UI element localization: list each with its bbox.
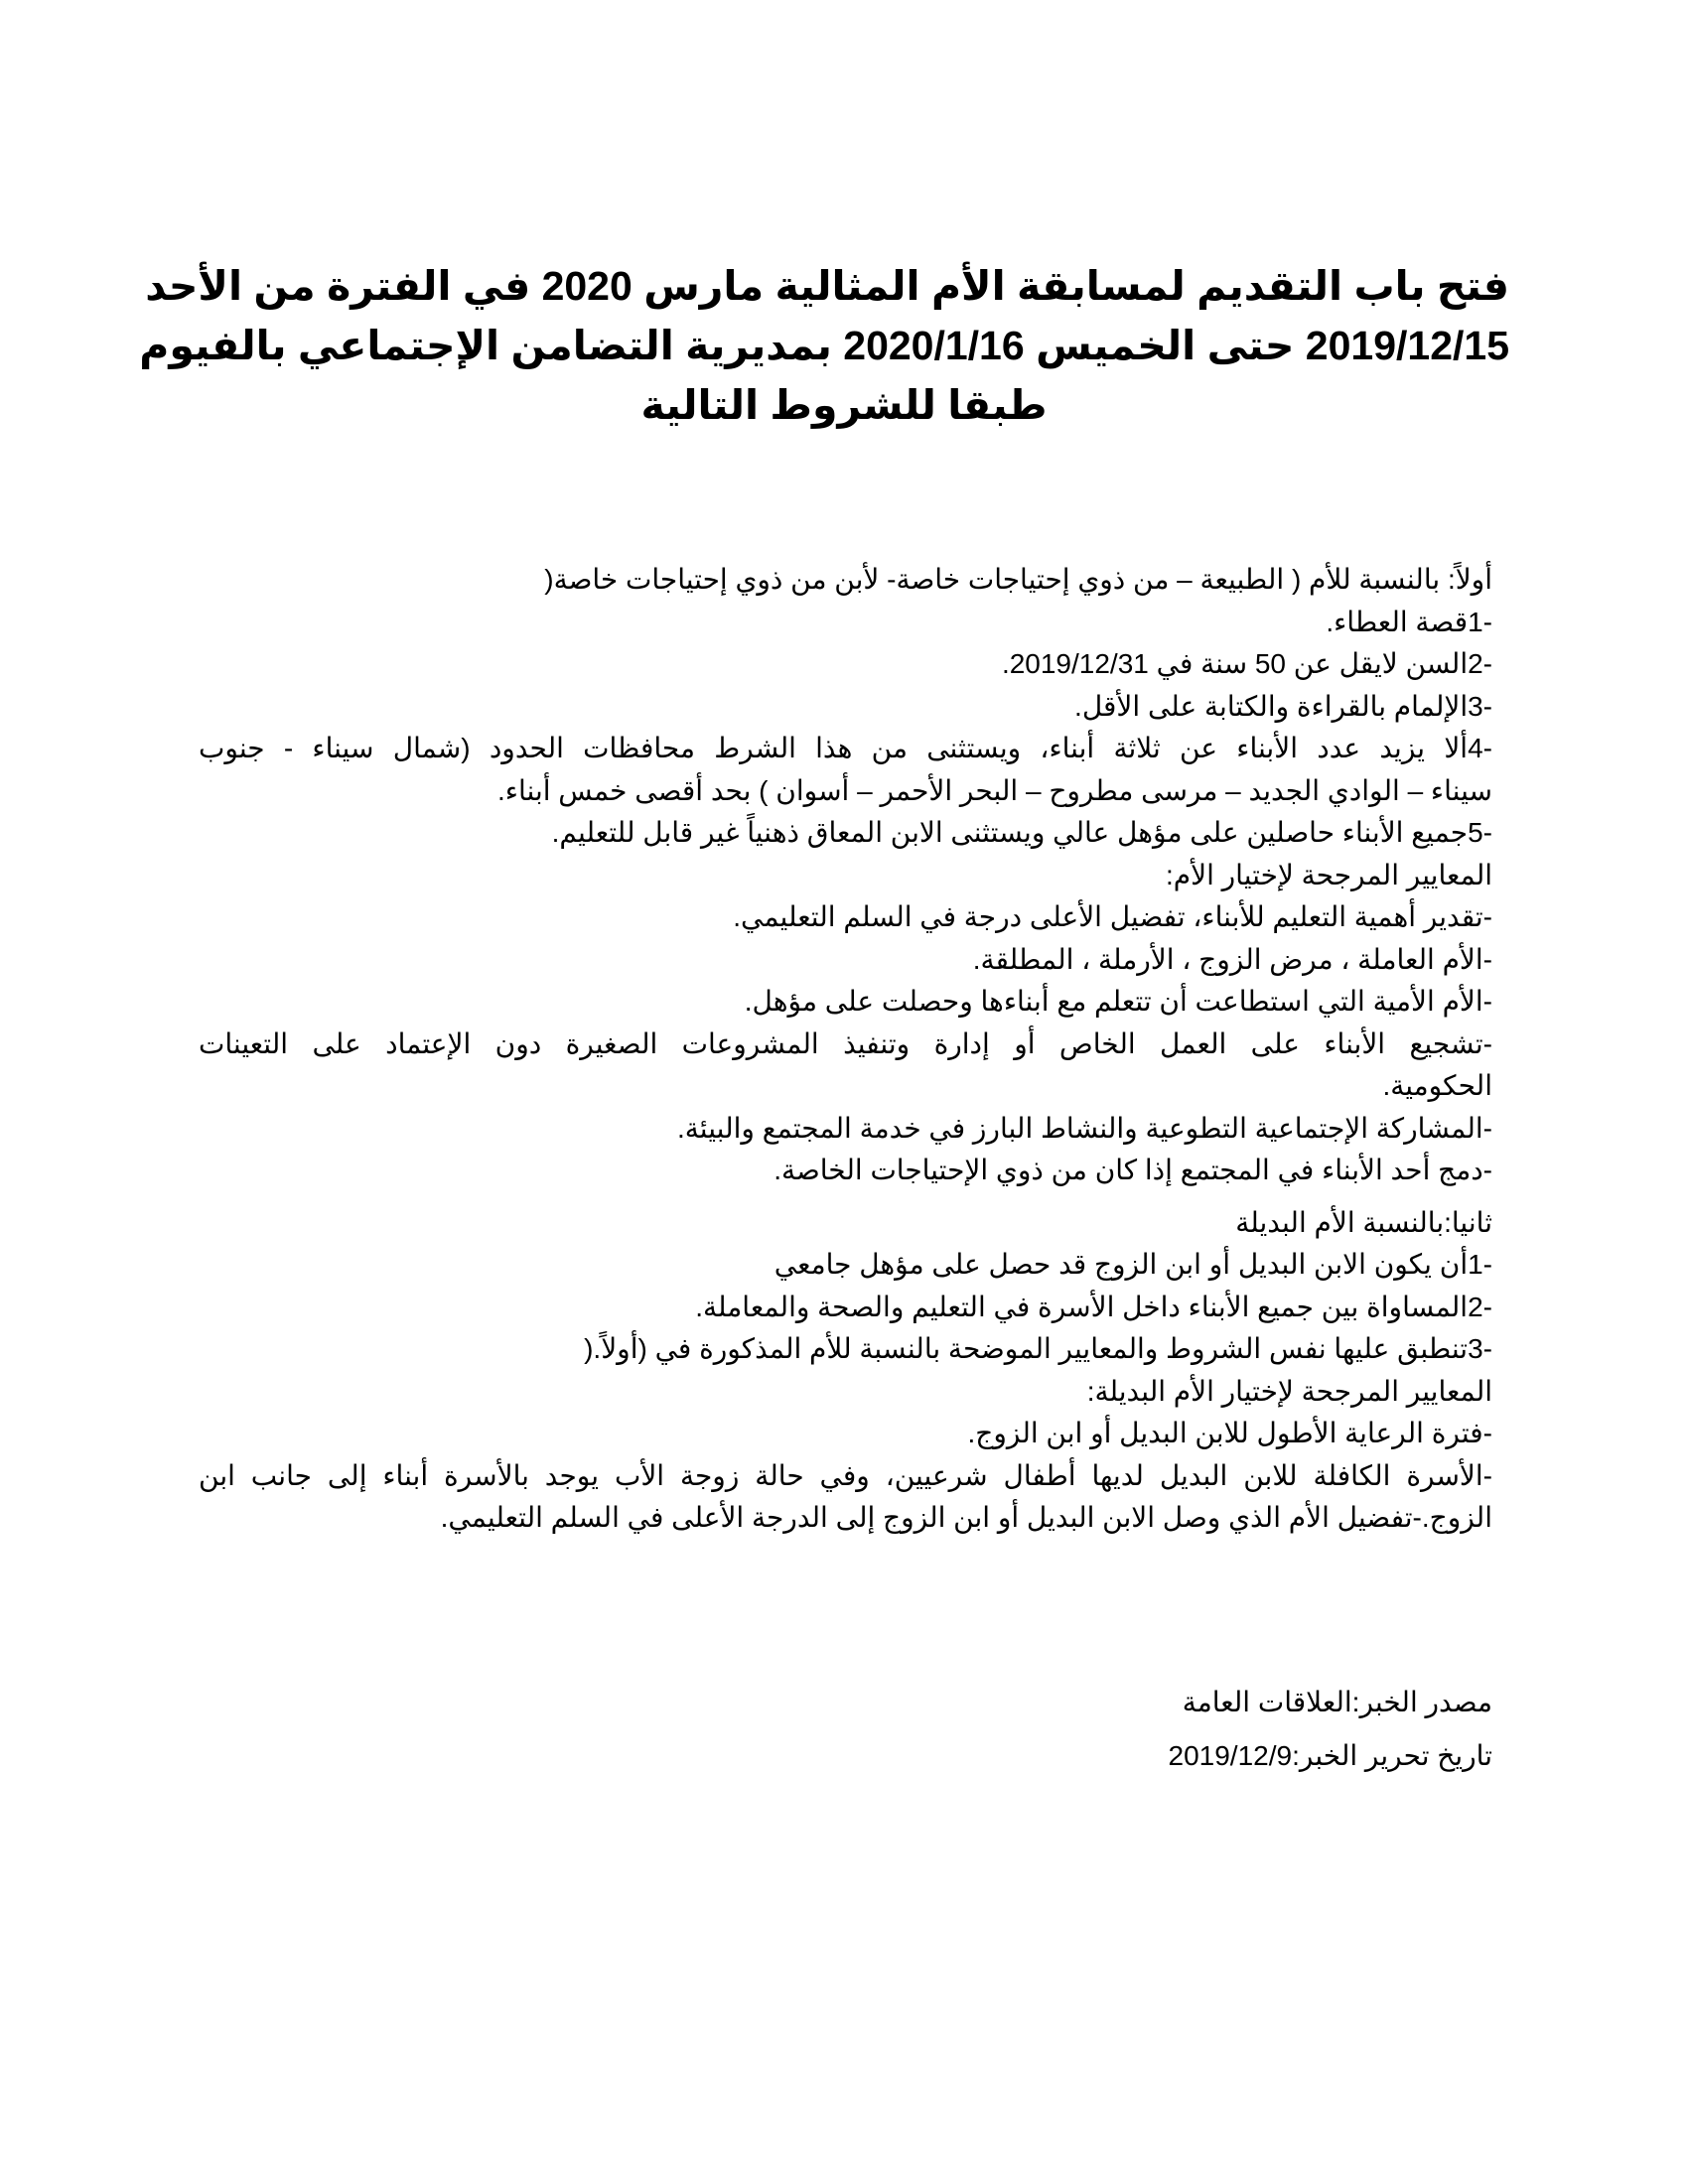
section-divider xyxy=(199,1192,1492,1202)
title-line-2: 2019/12/15 حتى الخميس 2020/1/16 بمديرية التضامن الإجتماعي بالفيوم xyxy=(139,323,1509,368)
section-2-heading: ثانيا:بالنسبة الأم البديلة xyxy=(1235,1206,1492,1238)
section-1-item: -3الإلمام بالقراءة والكتابة على الأقل. xyxy=(1074,690,1492,722)
section-2-criterion: -الأسرة الكافلة للابن البديل لديها أطفال شرعيين، وفي حالة زوجة الأب يوجد بالأسرة أبناء إلى جانب ابن xyxy=(199,1459,1492,1491)
section-1-criterion: الحكومية. xyxy=(1382,1070,1492,1101)
title-line-3: طبقا للشروط التالية xyxy=(640,382,1048,428)
title-line-1: فتح باب التقديم لمسابقة الأم المثالية مارس 2020 في الفترة من الأحد xyxy=(145,263,1509,309)
document-body xyxy=(199,559,1492,1540)
section-1-criterion: -الأم العاملة ، مرض الزوج ، الأرملة ، المطلقة. xyxy=(972,943,1492,975)
section-1-criterion: -الأم الأمية التي استطاعت أن تتعلم مع أبناءها وحصلت على مؤهل. xyxy=(744,986,1492,1017)
section-2-item: -3تنطبق عليها نفس الشروط والمعايير الموضحة بالنسبة للأم المذكورة في (أولاً.( xyxy=(584,1333,1492,1364)
section-1-item: -2السن لايقل عن 50 سنة في 2019/12/31. xyxy=(1001,648,1492,679)
section-2-item: -1أن يكون الابن البديل أو ابن الزوج قد حصل على مؤهل جامعي xyxy=(774,1249,1492,1280)
section-1-criteria-heading: المعايير المرجحة لإختيار الأم: xyxy=(1166,859,1492,890)
section-1-heading: أولاً: بالنسبة للأم ( الطبيعة – من ذوي إحتياجات خاصة- لأبن من ذوي إحتياجات خاصة( xyxy=(544,564,1492,595)
section-1-criterion: -تقدير أهمية التعليم للأبناء، تفضيل الأعلى درجة في السلم التعليمي. xyxy=(733,901,1492,932)
section-2-criteria-heading: المعايير المرجحة لإختيار الأم البديلة: xyxy=(1086,1375,1492,1407)
section-2-criterion: الزوج.-تفضيل الأم الذي وصل الابن البديل أو ابن الزوج إلى الدرجة الأعلى في السلم التعليمي. xyxy=(440,1502,1492,1533)
section-2-item: -2المساواة بين جميع الأبناء داخل الأسرة في التعليم والصحة والمعاملة. xyxy=(695,1291,1492,1322)
page-title xyxy=(139,256,1509,435)
section-1-item: -4ألا يزيد عدد الأبناء عن ثلاثة أبناء، ويستثنى من هذا الشرط محافظات الحدود (شمال سيناء - جنوب xyxy=(199,733,1492,763)
document-footer xyxy=(199,1676,1492,1783)
section-1-item: -1قصة العطاء. xyxy=(1326,606,1492,637)
section-1-criterion: -المشاركة الإجتماعية التطوعية والنشاط البارز في خدمة المجتمع والبيئة. xyxy=(676,1112,1492,1144)
section-2-criterion: -فترة الرعاية الأطول للابن البديل أو ابن الزوج. xyxy=(967,1418,1492,1448)
section-1-criterion: -دمج أحد الأبناء في المجتمع إذا كان من ذوي الإحتياجات الخاصة. xyxy=(774,1155,1492,1185)
section-1-criterion: -تشجيع الأبناء على العمل الخاص أو إدارة وتنفيذ المشروعات الصغيرة دون الإعتماد على التعينات xyxy=(199,1027,1492,1059)
news-source: مصدر الخبر:العلاقات العامة xyxy=(1182,1687,1492,1717)
section-1-item: -5جميع الأبناء حاصلين على مؤهل عالي ويستثنى الابن المعاق ذهنياً غير قابل للتعليم. xyxy=(551,817,1492,848)
section-1-item: سيناء – الوادي الجديد – مرسى مطروح – البحر الأحمر – أسوان ) بحد أقصى خمس أبناء. xyxy=(497,774,1492,806)
news-date: تاريخ تحرير الخبر:2019/12/9 xyxy=(1168,1740,1492,1771)
